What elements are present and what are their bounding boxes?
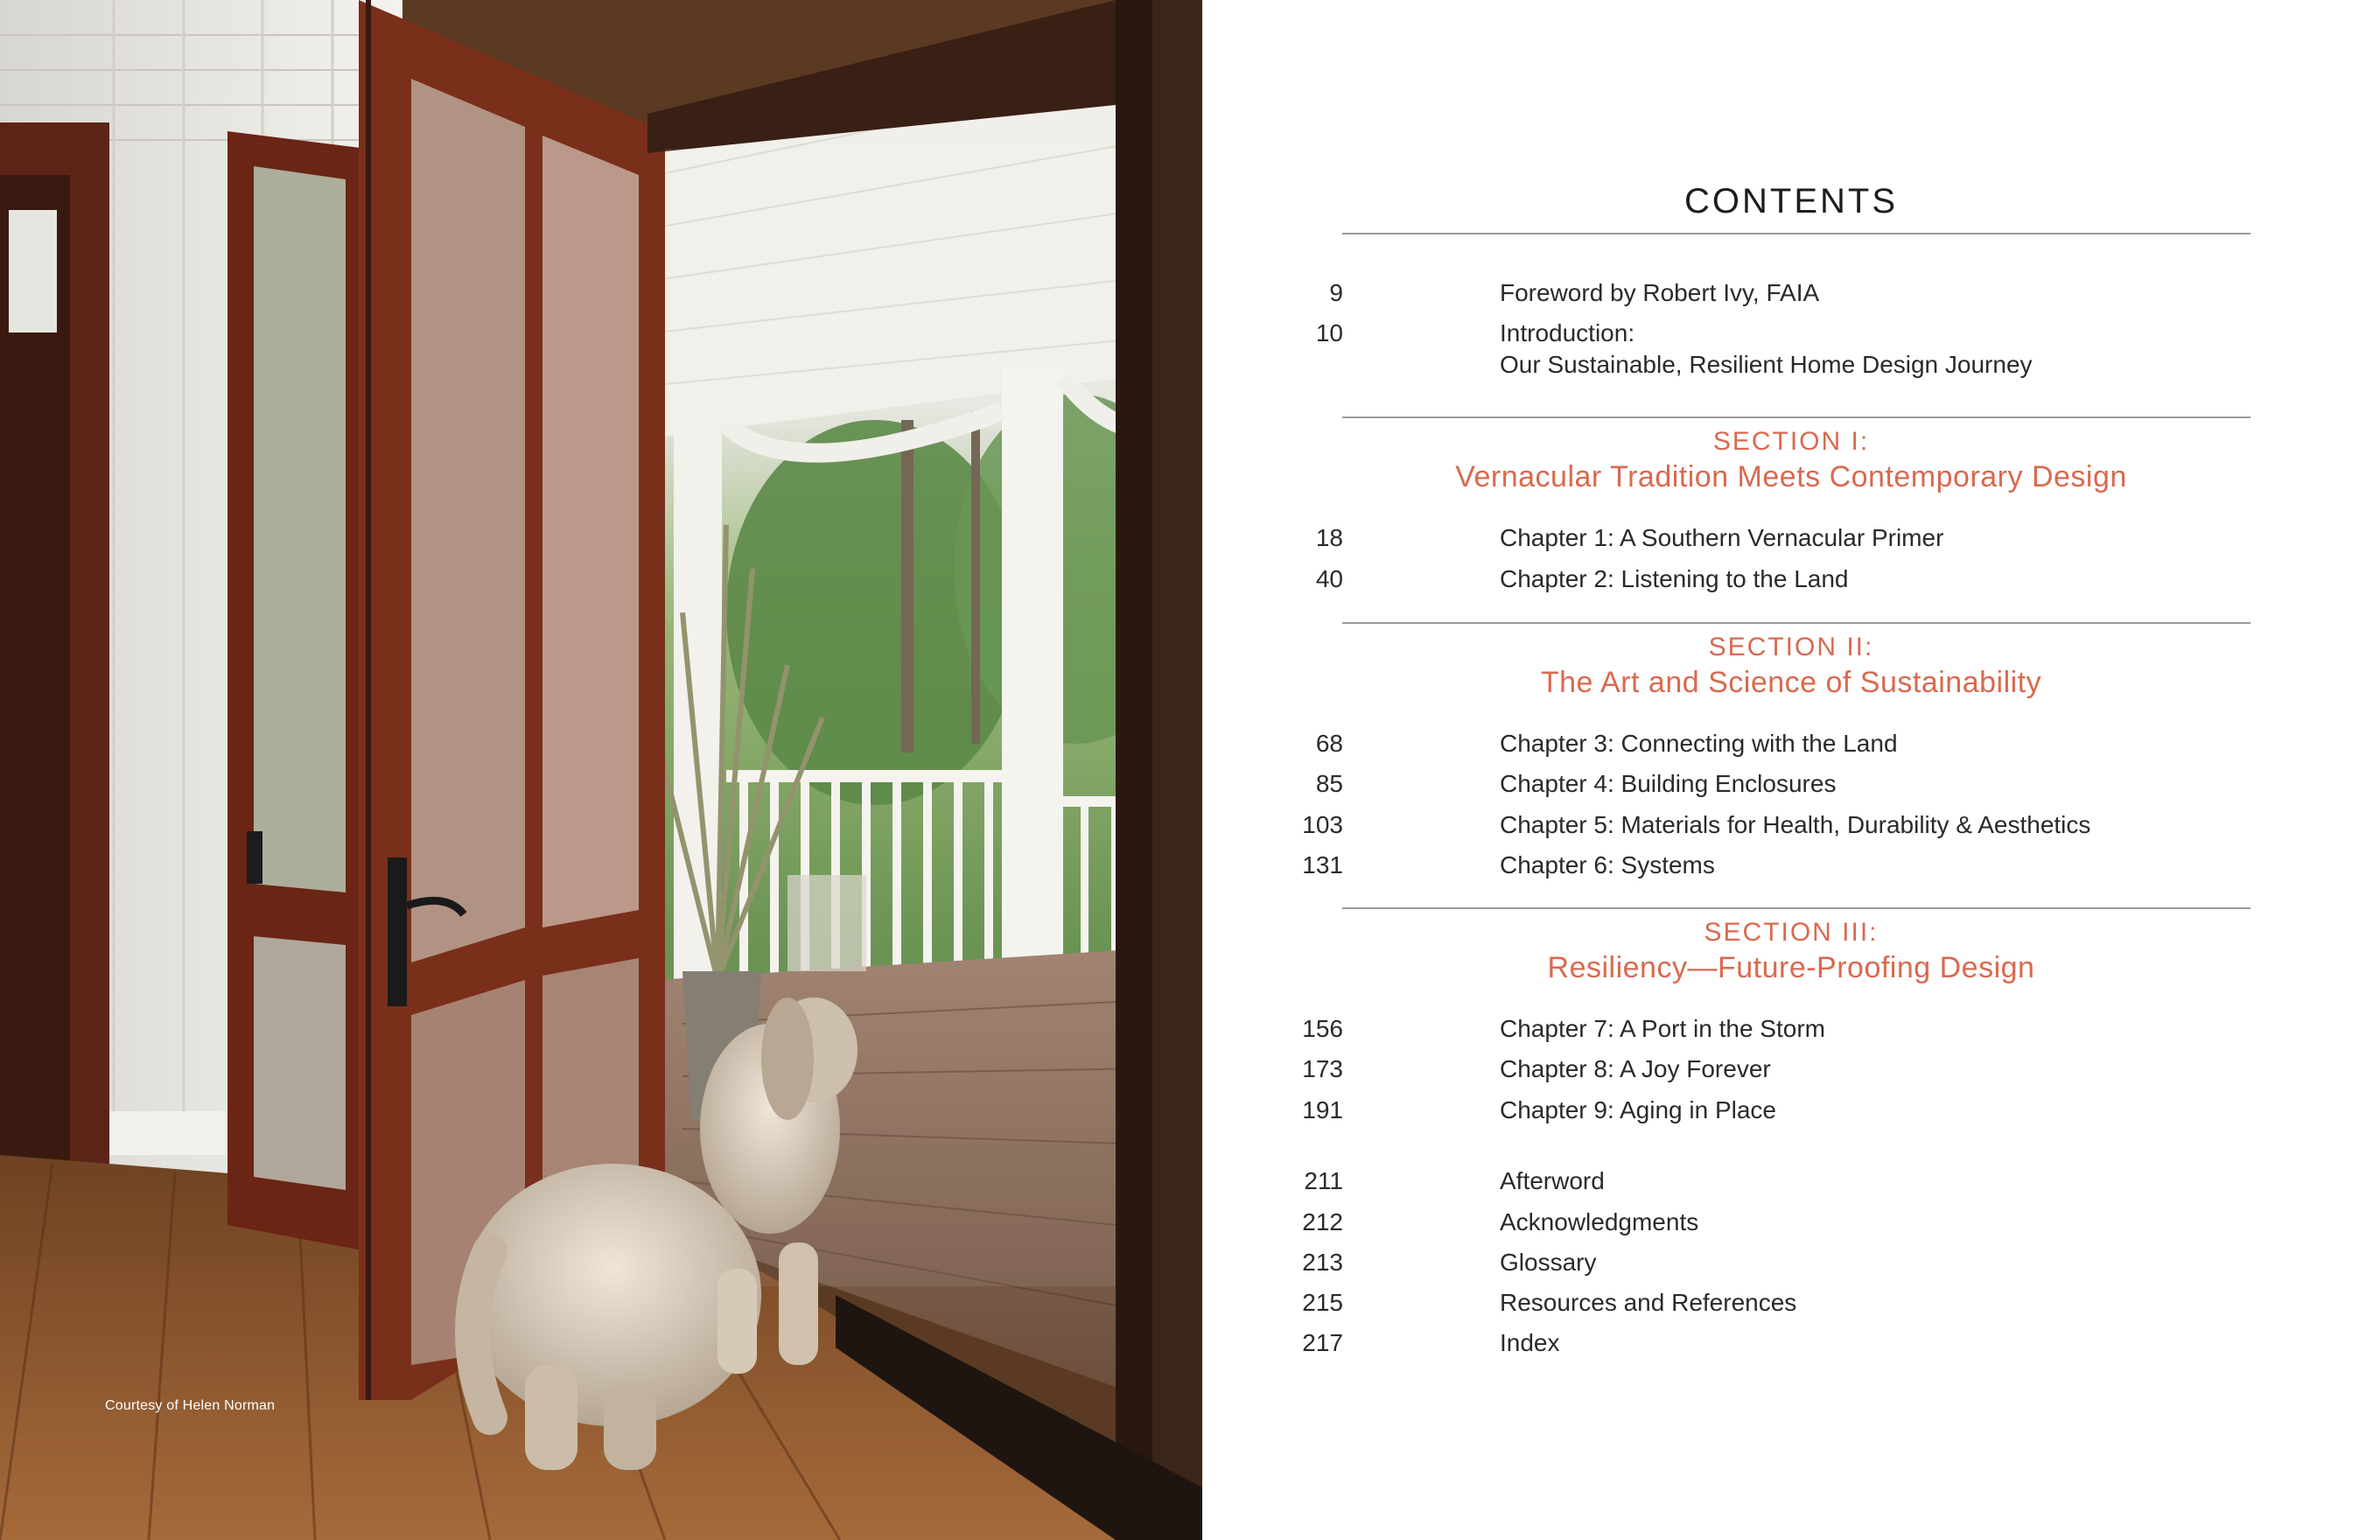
rule-divider [1342, 233, 2250, 234]
section-2-label: SECTION II: [1708, 633, 1874, 662]
entry-title: Glossary [1500, 1249, 1597, 1276]
entry-page-number: 10 [1315, 319, 1343, 346]
entry-page-number: 68 [1315, 730, 1343, 757]
entry-title: Chapter 3: Connecting with the Land [1500, 730, 1898, 757]
entry-page-number: 131 [1302, 851, 1343, 878]
entry-title: Chapter 2: Listening to the Land [1500, 565, 1849, 592]
entry-page-number: 173 [1302, 1055, 1343, 1082]
section-3-label: SECTION III: [1704, 918, 1879, 947]
entry-title: Resources and References [1500, 1289, 1797, 1316]
entry-page-number: 103 [1302, 811, 1343, 838]
section-1-title: Vernacular Tradition Meets Contemporary Design [1455, 460, 2127, 494]
entry-title: Index [1500, 1329, 1560, 1356]
entry-title: Chapter 1: A Southern Vernacular Primer [1500, 524, 1944, 551]
entry-title: Chapter 7: A Port in the Storm [1500, 1015, 1825, 1042]
section-3-title: Resiliency—Future-Proofing Design [1547, 951, 2035, 984]
entry-page-number: 211 [1304, 1167, 1343, 1194]
photo-credit: Courtesy of Helen Norman [105, 1398, 276, 1413]
entry-title: Introduction: [1500, 319, 1635, 346]
entry-page-number: 156 [1302, 1015, 1343, 1042]
entry-title: Chapter 4: Building Enclosures [1500, 770, 1837, 797]
entry-title: Chapter 6: Systems [1500, 851, 1715, 878]
rule-divider [1342, 622, 2250, 624]
entry-page-number: 85 [1315, 770, 1343, 797]
entry-title: Chapter 9: Aging in Place [1500, 1096, 1776, 1124]
entry-page-number: 191 [1302, 1096, 1343, 1124]
rule-divider [1342, 416, 2250, 418]
entry-page-number: 40 [1315, 565, 1343, 592]
entry-title: Acknowledgments [1500, 1208, 1699, 1236]
section-1-label: SECTION I: [1712, 427, 1870, 456]
entry-title: Chapter 5: Materials for Health, Durability & Aesthetics [1500, 811, 2091, 838]
contents-heading: CONTENTS [1684, 182, 1898, 220]
entry-page-number: 9 [1329, 279, 1343, 306]
entry-title: Afterword [1500, 1167, 1605, 1194]
entry-subtitle: Our Sustainable, Resilient Home Design Journey [1500, 351, 2033, 378]
entry-page-number: 212 [1302, 1208, 1343, 1236]
entry-page-number: 213 [1302, 1249, 1343, 1276]
section-2-title: The Art and Science of Sustainability [1540, 666, 2042, 699]
entry-page-number: 217 [1302, 1329, 1343, 1356]
table-of-contents [1202, 0, 2380, 1540]
entry-page-number: 18 [1315, 524, 1343, 551]
rule-divider [1342, 907, 2250, 909]
entry-page-number: 215 [1302, 1289, 1343, 1316]
entry-title: Foreword by Robert Ivy, FAIA [1500, 279, 1820, 306]
entry-title: Chapter 8: A Joy Forever [1500, 1055, 1771, 1082]
